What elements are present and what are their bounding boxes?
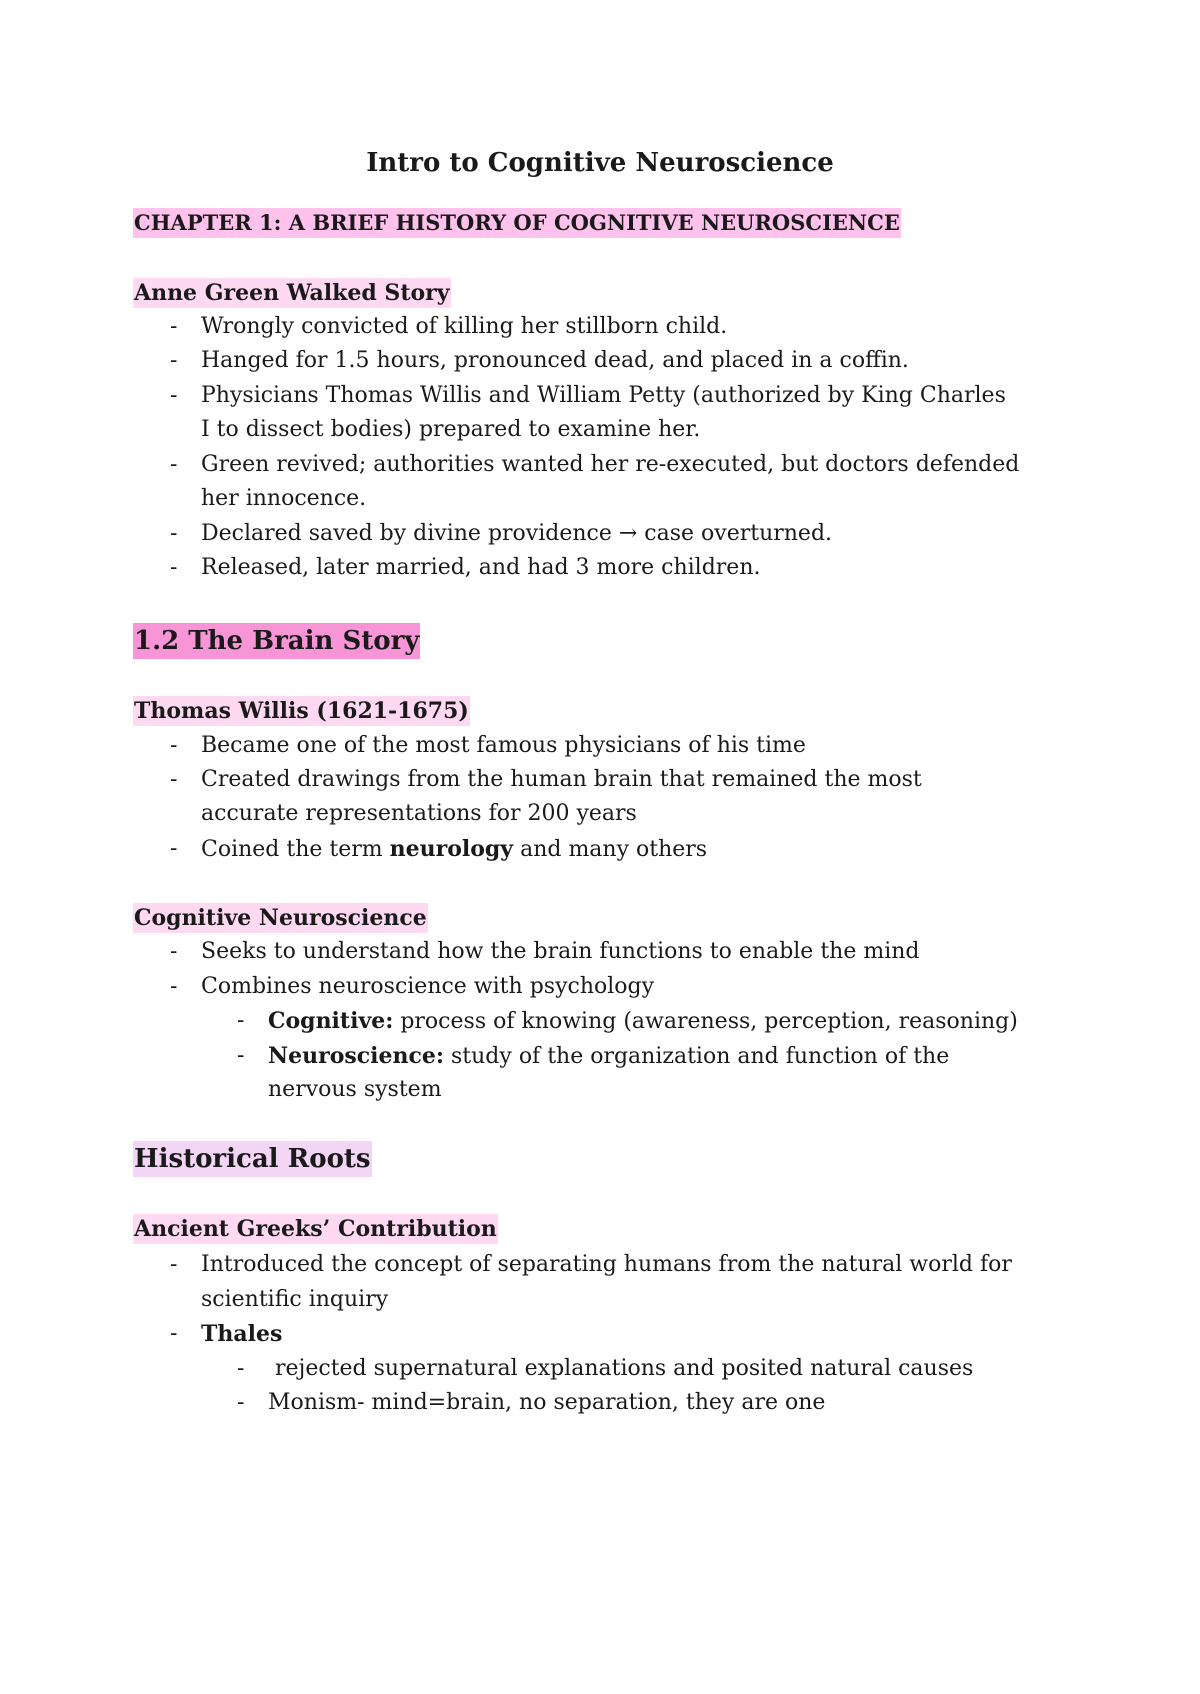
sub-list-item: Monism- mind=brain, no separation, they are one xyxy=(268,1390,826,1415)
bullet-dash: - xyxy=(170,452,178,477)
sub-list-item xyxy=(268,1041,949,1072)
bullet-dash: - xyxy=(170,836,178,861)
bullet-dash: - xyxy=(170,1321,178,1346)
page-title: Intro to Cognitive Neuroscience xyxy=(366,148,834,178)
list-item-continuation: accurate representations for 200 years xyxy=(201,801,637,826)
bullet-dash: - xyxy=(237,1356,245,1381)
list-item: Wrongly convicted of killing her stillborn child. xyxy=(201,314,728,339)
anne-green-heading: Anne Green Walked Story xyxy=(134,280,450,306)
list-item: Introduced the concept of separating humans from the natural world for xyxy=(201,1252,1012,1277)
sub-list-item xyxy=(268,1006,1018,1037)
list-item-continuation: scientific inquiry xyxy=(201,1287,389,1312)
bullet-dash: - xyxy=(170,767,178,792)
sub-list-item-continuation: nervous system xyxy=(268,1077,442,1102)
ancient-greeks-heading: Ancient Greeks’ Contribution xyxy=(134,1216,497,1242)
bullet-dash: - xyxy=(170,1252,178,1277)
list-item xyxy=(201,834,707,865)
bullet-dash: - xyxy=(170,733,178,758)
bullet-dash: - xyxy=(170,939,178,964)
sub-list-item: rejected supernatural explanations and posited natural causes xyxy=(268,1356,974,1381)
list-item: Released, later married, and had 3 more children. xyxy=(201,555,761,580)
bold-term: neurology xyxy=(389,836,514,862)
bullet-dash: - xyxy=(170,348,178,373)
list-item: Declared saved by divine providence → case overturned. xyxy=(201,521,833,546)
bold-term: Cognitive: xyxy=(268,1008,394,1034)
list-item-continuation: her innocence. xyxy=(201,486,367,511)
bullet-dash: - xyxy=(170,974,178,999)
definition-text: study of the organization and function of the xyxy=(444,1044,950,1069)
cognitive-neuroscience-heading: Cognitive Neuroscience xyxy=(134,905,427,931)
bullet-dash: - xyxy=(170,521,178,546)
bold-term: Neuroscience: xyxy=(268,1043,445,1069)
list-item-text: and many others xyxy=(513,837,708,862)
list-item: Physicians Thomas Willis and William Petty (authorized by King Charles xyxy=(201,383,1006,408)
section-heading-historical-roots: Historical Roots xyxy=(133,1141,372,1177)
list-item: Combines neuroscience with psychology xyxy=(201,974,655,999)
list-item-continuation: I to dissect bodies) prepared to examine her. xyxy=(201,417,701,442)
list-item: Hanged for 1.5 hours, pronounced dead, and placed in a coffin. xyxy=(201,348,909,373)
bullet-dash: - xyxy=(170,555,178,580)
list-item: Created drawings from the human brain that remained the most xyxy=(201,767,922,792)
thomas-willis-heading: Thomas Willis (1621-1675) xyxy=(134,698,469,724)
section-heading-brain-story: 1.2 The Brain Story xyxy=(133,623,420,659)
bullet-dash: - xyxy=(237,1390,245,1415)
chapter-heading: CHAPTER 1: A BRIEF HISTORY OF COGNITIVE NEUROSCIENCE xyxy=(133,208,901,238)
list-item: Became one of the most famous physicians of his time xyxy=(201,733,806,758)
bullet-dash: - xyxy=(170,383,178,408)
list-item: Seeks to understand how the brain functions to enable the mind xyxy=(201,939,920,964)
list-item-thales: Thales xyxy=(201,1321,283,1347)
bullet-dash: - xyxy=(170,314,178,339)
bullet-dash: - xyxy=(237,1043,245,1068)
list-item-text: Coined the term xyxy=(201,837,390,862)
definition-text: process of knowing (awareness, perception, reasoning) xyxy=(393,1009,1018,1034)
list-item: Green revived; authorities wanted her re-executed, but doctors defended xyxy=(201,452,1020,477)
bullet-dash: - xyxy=(237,1008,245,1033)
